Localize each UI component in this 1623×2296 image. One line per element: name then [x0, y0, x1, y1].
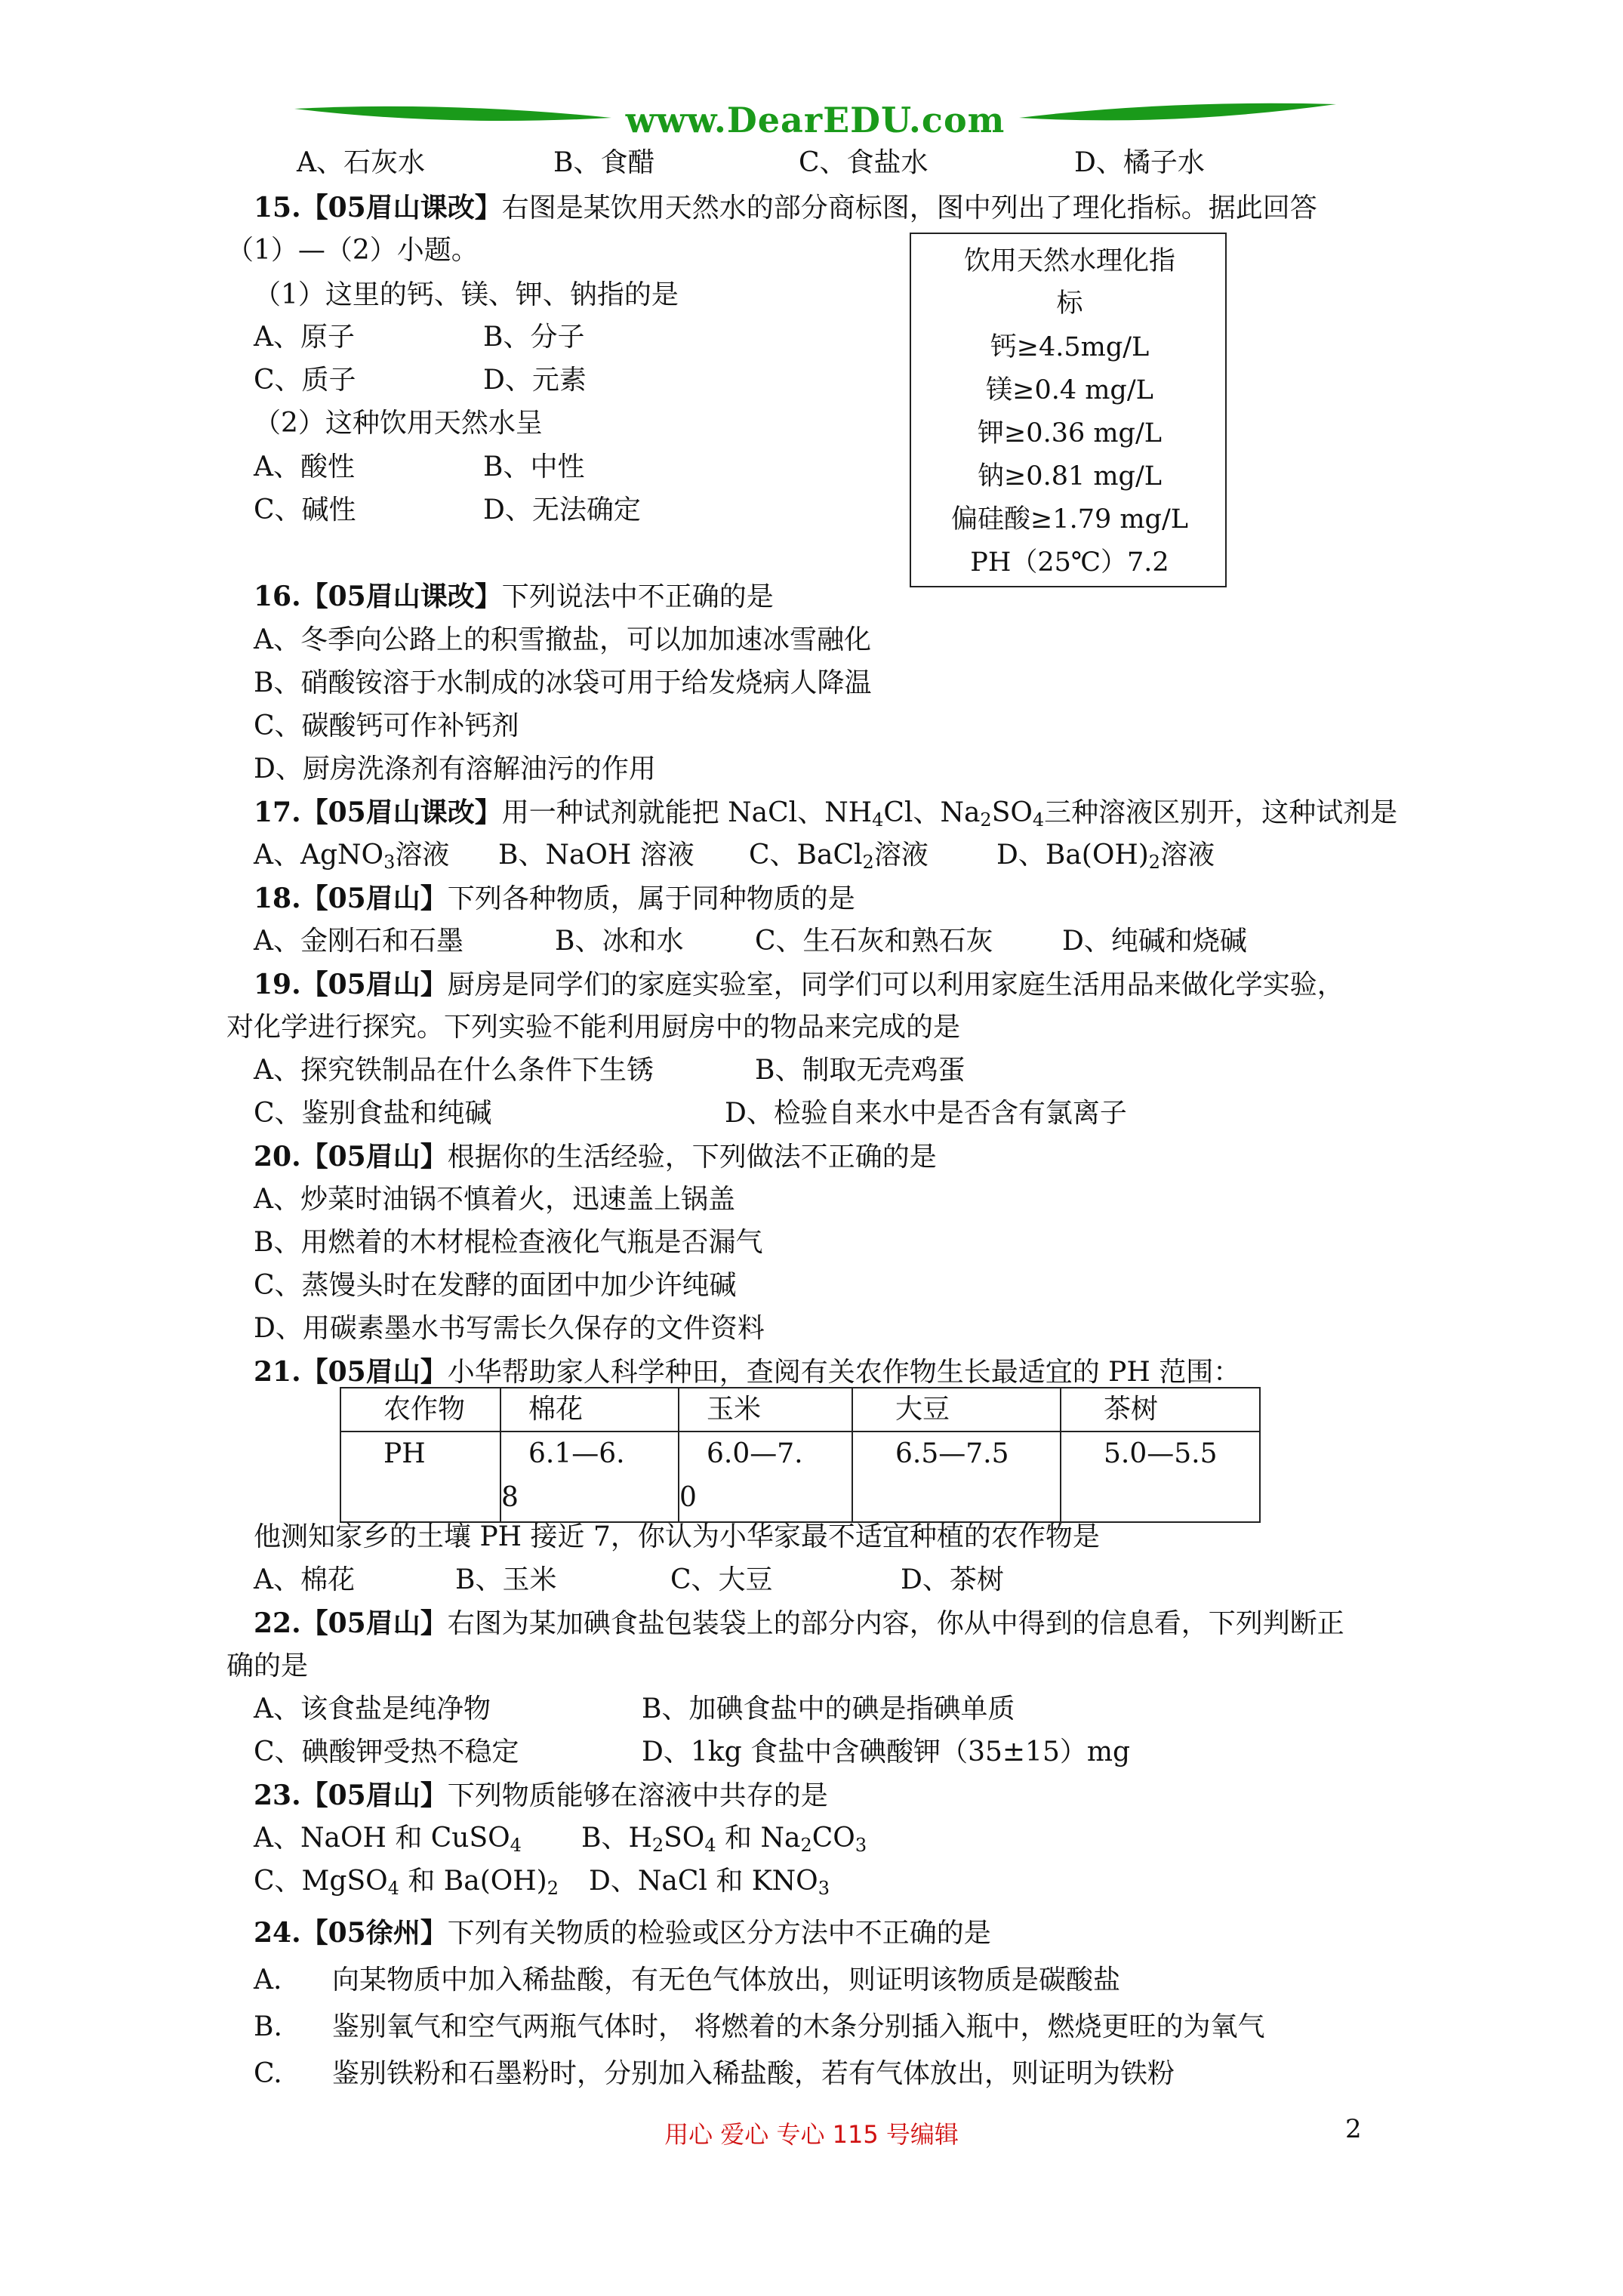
water-label-metasilicic: 偏硅酸≥1.79 mg/L	[950, 504, 1188, 535]
q23-stem	[254, 1779, 828, 1813]
q23-heading: 23.【05眉山】	[254, 1780, 448, 1811]
q17-option-d-text: 溶液	[1160, 840, 1215, 871]
q17-option-a-text: A、AgNO	[254, 840, 384, 871]
q19-option-b: B、制取无壳鸡蛋	[755, 1055, 965, 1086]
q21-stem	[254, 1355, 1240, 1389]
table-cell: 6.5—7.5	[852, 1432, 1061, 1522]
q17-option-d	[996, 839, 1215, 872]
q19-heading: 19.【05眉山】	[254, 969, 448, 1000]
q20-stem-text: 根据你的生活经验，下列做法不正确的是	[447, 1142, 937, 1173]
q20-option-c: C、蒸馒头时在发酵的面团中加少许纯碱	[254, 1270, 737, 1301]
q17-subscript: 2	[1148, 852, 1161, 873]
q15-stem	[254, 191, 1317, 225]
q17-stem-text: Cl、Na	[883, 797, 981, 828]
q17-stem	[254, 796, 1397, 830]
q20-option-b: B、用燃着的木材棍检查液化气瓶是否漏气	[254, 1227, 763, 1258]
q17-subscript: 2	[980, 809, 992, 831]
table-header-cell: 棉花	[500, 1388, 679, 1432]
q19-stem-cont: 对化学进行探究。下列实验不能利用厨房中的物品来完成的是	[226, 1012, 961, 1043]
table-cell-line: 6.1—6.	[528, 1438, 625, 1469]
q15-sub1: （1）这里的钙、镁、钾、钠指的是	[254, 279, 679, 310]
q15-sub2-option-a: A、酸性	[254, 451, 355, 482]
q24-option-b-text: 鉴别氧气和空气两瓶气体时， 将燃着的木条分别插入瓶中，燃烧更旺的为氧气	[332, 2011, 1265, 2042]
q24-stem	[254, 1916, 991, 1950]
q17-option-b: B、NaOH 溶液	[498, 840, 694, 871]
q23-option-a	[254, 1822, 522, 1855]
table-cell-line: 8	[501, 1482, 519, 1513]
page-number: 2	[1345, 2114, 1362, 2144]
q17-option-d-text: D、Ba(OH)	[996, 840, 1149, 871]
q23-subscript: 3	[818, 1878, 830, 1899]
q23-option-b-text: B、H	[581, 1823, 652, 1854]
table-cell: 5.0—5.5	[1061, 1432, 1260, 1522]
q23-option-d-text: D、NaCl 和 KNO	[589, 1866, 818, 1897]
q22-heading: 22.【05眉山】	[254, 1607, 448, 1639]
q19-option-c: C、鉴别食盐和纯碱	[254, 1098, 492, 1129]
q15-sub2: （2）这种饮用天然水呈	[254, 408, 543, 439]
q17-subscript: 4	[1032, 809, 1045, 831]
q21-option-d: D、茶树	[901, 1564, 1004, 1595]
table-cell: PH	[340, 1432, 500, 1522]
q19-stem	[254, 968, 1344, 1002]
q17-stem-text: 用一种试剂就能把 NaCl、NH	[501, 797, 873, 828]
q23-subscript: 4	[704, 1835, 716, 1856]
q15-sub1-option-a: A、原子	[254, 322, 355, 353]
q23-option-b	[581, 1822, 867, 1855]
q22-option-b: B、加碘食盐中的碘是指碘单质	[642, 1693, 1015, 1724]
q24-heading: 24.【05徐州】	[254, 1917, 448, 1949]
q17-option-c-text: C、BaCl	[749, 840, 863, 871]
q16-stem-text: 下列说法中不正确的是	[501, 581, 774, 612]
water-label-calcium: 钙≥4.5mg/L	[990, 332, 1150, 362]
q14-option-d: D、橘子水	[1074, 147, 1205, 178]
water-label-sodium: 钠≥0.81 mg/L	[977, 461, 1162, 492]
q22-option-a: A、该食盐是纯净物	[254, 1693, 491, 1724]
q23-subscript: 4	[387, 1878, 399, 1899]
q18-option-c: C、生石灰和熟石灰	[755, 926, 993, 957]
q22-option-c: C、碘酸钾受热不稳定	[254, 1737, 519, 1767]
q17-subscript: 2	[862, 852, 874, 873]
q23-subscript: 2	[547, 1878, 559, 1899]
q16-option-b: B、硝酸铵溶于水制成的冰袋可用于给发烧病人降温	[254, 667, 872, 698]
q23-option-d	[589, 1865, 830, 1898]
q15-sub1-option-d: D、元素	[483, 365, 587, 396]
q20-heading: 20.【05眉山】	[254, 1141, 448, 1173]
table-cell	[679, 1432, 852, 1522]
q21-stem-text: 小华帮助家人科学种田，查阅有关农作物生长最适宜的 PH 范围：	[447, 1357, 1241, 1388]
q14-option-b: B、食醋	[553, 147, 655, 178]
q17-option-a	[254, 839, 449, 872]
water-label-ph: PH（25℃）7.2	[970, 547, 1169, 578]
q15-heading: 15.【05眉山课改】	[254, 192, 502, 223]
q15-sub2-option-d: D、无法确定	[483, 495, 641, 525]
q21-heading: 21.【05眉山】	[254, 1356, 448, 1388]
q23-option-b-text: 和 Na	[716, 1823, 801, 1854]
q16-heading: 16.【05眉山课改】	[254, 581, 502, 612]
q15-stem-cont: （1）—（2）小题。	[226, 235, 479, 266]
table-header-cell: 玉米	[679, 1388, 852, 1432]
q21-option-b: B、玉米	[455, 1564, 557, 1595]
q17-subscript: 4	[872, 809, 884, 831]
q23-option-b-text: SO	[664, 1823, 705, 1854]
q20-stem	[254, 1140, 937, 1174]
q17-heading: 17.【05眉山课改】	[254, 797, 502, 828]
q17-subscript: 3	[383, 852, 396, 873]
q24-option-c-text: 鉴别铁粉和石墨粉时，分别加入稀盐酸，若有气体放出，则证明为铁粉	[332, 2058, 1175, 2089]
q22-stem-text: 右图为某加碘食盐包装袋上的部分内容，你从中得到的信息看，下列判断正	[447, 1608, 1344, 1639]
q23-subscript: 3	[855, 1835, 867, 1856]
q22-stem-cont: 确的是	[226, 1650, 309, 1681]
q23-stem-text: 下列物质能够在溶液中共存的是	[447, 1780, 828, 1811]
q24-stem-text: 下列有关物质的检验或区分方法中不正确的是	[447, 1918, 991, 1949]
q23-option-b-text: CO	[812, 1823, 855, 1854]
q18-stem	[254, 882, 855, 916]
q23-option-c	[254, 1865, 559, 1898]
q24-option-a-text: 向某物质中加入稀盐酸，有无色气体放出，则证明该物质是碳酸盐	[332, 1965, 1121, 1996]
q20-option-a: A、炒菜时油锅不慎着火，迅速盖上锅盖	[254, 1184, 735, 1215]
q18-option-b: B、冰和水	[555, 926, 684, 957]
q21-option-a: A、棉花	[254, 1564, 355, 1595]
q16-option-c: C、碳酸钙可作补钙剂	[254, 710, 519, 741]
q24-option-c-letter: C.	[254, 2058, 282, 2089]
q18-heading: 18.【05眉山】	[254, 883, 448, 914]
q15-stem-text: 右图是某饮用天然水的部分商标图，图中列出了理化指标。据此回答	[501, 193, 1317, 223]
q18-stem-text: 下列各种物质，属于同种物质的是	[447, 883, 855, 914]
crop-ph-table	[340, 1387, 1261, 1523]
water-label-title: 饮用天然水理化指	[963, 246, 1175, 276]
page-footer: 用心 爱心 专心 115 号编辑	[664, 2120, 959, 2149]
q15-sub1-option-b: B、分子	[483, 322, 585, 353]
q24-option-a-letter: A.	[254, 1965, 282, 1996]
table-header-cell: 农作物	[340, 1388, 500, 1432]
water-label-magnesium: 镁≥0.4 mg/L	[986, 375, 1153, 405]
table-cell-line: 0	[679, 1482, 697, 1513]
water-label-title-cont: 标	[1056, 288, 1083, 319]
q22-option-d: D、1kg 食盐中含碘酸钾（35±15）mg	[642, 1737, 1131, 1767]
q23-subscript: 4	[510, 1835, 522, 1856]
q19-option-a: A、探究铁制品在什么条件下生锈	[254, 1055, 654, 1086]
q17-option-c-text: 溶液	[873, 840, 929, 871]
table-row	[340, 1432, 1260, 1522]
q23-subscript: 2	[651, 1835, 664, 1856]
q24-option-b-letter: B.	[254, 2011, 282, 2042]
site-logo	[294, 97, 1336, 142]
q18-option-d: D、纯碱和烧碱	[1062, 926, 1247, 957]
q17-option-a-text: 溶液	[395, 840, 450, 871]
q17-stem-text: SO	[991, 797, 1033, 828]
q23-option-a-text: A、NaOH 和 CuSO	[254, 1823, 510, 1854]
q19-option-d: D、检验自来水中是否含有氯离子	[725, 1098, 1127, 1129]
q15-sub2-option-b: B、中性	[483, 451, 585, 482]
water-label-potassium: 钾≥0.36 mg/L	[977, 418, 1162, 448]
q17-option-c	[749, 839, 929, 872]
table-header-cell: 茶树	[1061, 1388, 1260, 1432]
q17-stem-text: 三种溶液区别开，这种试剂是	[1044, 797, 1398, 828]
q16-option-d: D、厨房洗涤剂有溶解油污的作用	[254, 754, 656, 784]
q14-option-c: C、食盐水	[799, 147, 929, 178]
q23-option-c-text: 和 Ba(OH)	[399, 1866, 547, 1897]
q23-option-c-text: C、MgSO	[254, 1866, 388, 1897]
q21-option-c: C、大豆	[670, 1564, 773, 1595]
water-label-box	[910, 233, 1227, 587]
site-logo-text: www.DearEDU.com	[625, 100, 1006, 140]
q22-stem	[254, 1607, 1344, 1641]
q18-option-a: A、金刚石和石墨	[254, 926, 463, 957]
q16-stem	[254, 580, 774, 614]
table-header-cell: 大豆	[852, 1388, 1061, 1432]
q15-sub2-option-c: C、碱性	[254, 495, 356, 525]
q20-option-d: D、用碳素墨水书写需长久保存的文件资料	[254, 1313, 765, 1344]
q19-stem-text: 厨房是同学们的家庭实验室，同学们可以利用家庭生活用品来做化学实验，	[447, 969, 1344, 1000]
table-header-row	[340, 1388, 1260, 1432]
table-cell-line: 6.0—7.	[707, 1438, 803, 1469]
q21-stem-cont: 他测知家乡的土壤 PH 接近 7，你认为小华家最不适宜种植的农作物是	[254, 1521, 1100, 1552]
table-cell	[500, 1432, 679, 1522]
q23-subscript: 2	[800, 1835, 812, 1856]
q15-sub1-option-c: C、质子	[254, 365, 356, 396]
q14-option-a: A、石灰水	[297, 147, 425, 178]
q16-option-a: A、冬季向公路上的积雪撤盐，可以加加速冰雪融化	[254, 624, 871, 655]
